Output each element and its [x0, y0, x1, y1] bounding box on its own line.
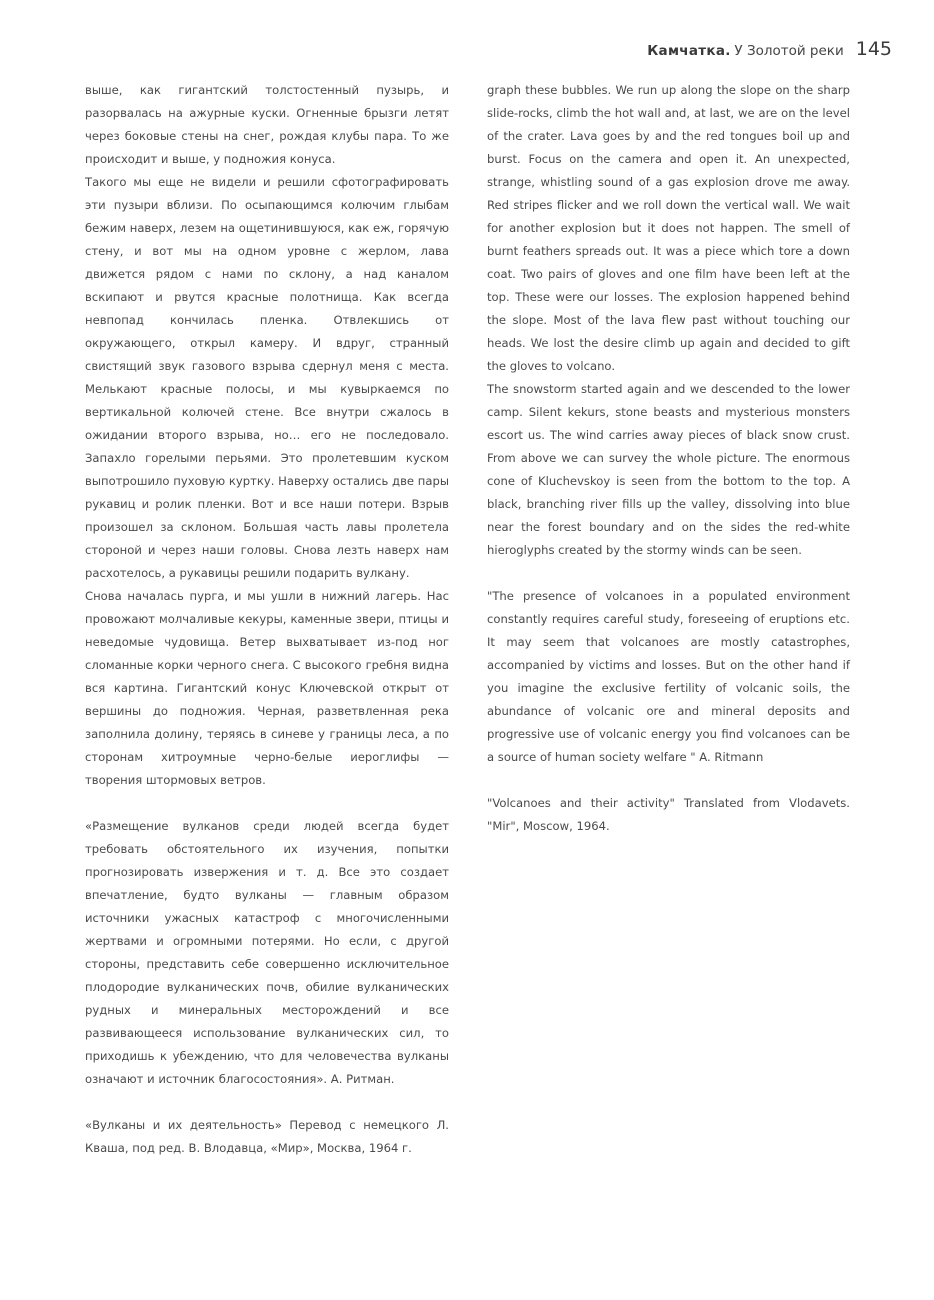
left-column-russian — [85, 79, 449, 1160]
left-paragraph-2: Такого мы еще не видели и решили сфотографировать эти пузыри вблизи. По осыпающимся колючим глыбам бежим наверх, лезем на ощетинившуюся, как еж, горячую стену, и вот мы на одном уровне с жерлом, лава движется рядом с нами по склону, а над каналом вскипают и рвутся красные полотнища. Как всегда невпопад кончилась пленка. Отвлекшись от окружающего, открыл камеру. И вдруг, странный свистящий звук газового взрыва сдернул меня с места. Мелькают красные полосы, и мы кувыркаемся по вертикальной колючей стене. Все внутри сжалось в ожидании второго взрыва, но… его не последовало. Запахло горелыми перьями. Это пролетевшим куском выпотрошило пуховую куртку. Наверху остались две пары рукавиц и ролик пленки. Вот и все наши потери. Взрыв произошел за склоном. Большая часть лавы пролетела стороной и через наши головы. Снова лезть наверх нам расхотелось, а рукавицы решили подарить вулкану. — [85, 175, 449, 580]
left-quote: «Размещение вулканов среди людей всегда будет требовать обстоятельного их изучения, попытки прогнозировать извержения и т. д. Все это создает впечатление, будто вулканы — главным образом источники ужасных катастроф с многочисленными жертвами и огромными потерями. Но если, с другой стороны, представить себе совершенно исключительное плодородие вулканических почв, обилие вулканических рудных и минеральных месторождений и все развивающееся использование вулканических сил, то приходишь к убеждению, что для человечества вулканы означают и источник благосостояния». А. Ритман. — [85, 819, 449, 1086]
right-quote: "The presence of volcanoes in a populated environment constantly requires careful study, foreseeing of eruptions etc. It may seem that volcanoes are mostly catastrophes, accompanied by victims and losses. But on the other hand if you imagine the exclusive fertility of volcanic soils, the abundance of volcanic ore and mineral deposits and progressive use of volcanic energy you find volcanoes can be a source of human society welfare " A. Ritmann — [487, 589, 850, 764]
header-subtitle: У Золотой реки — [734, 43, 844, 59]
right-column-english — [487, 79, 850, 838]
right-citation: "Volcanoes and their activity" Translated from Vlodavets. "Mir", Moscow, 1964. — [487, 796, 850, 833]
left-paragraph-3: Снова началась пурга, и мы ушли в нижний лагерь. Нас провожают молчаливые кекуры, каменные звери, птицы и неведомые чудовища. Ветер выхватывает из-под ног сломанные корки черного снега. С высокого гребня видна вся картина. Гигантский конус Ключевской открыт от вершины до подножия. Черная, разветвленная река заполнила долину, теряясь в синеве у границы леса, а по сторонам хитроумные черно-белые иероглифы — творения штормовых ветров. — [85, 589, 449, 787]
header-separator: . — [725, 43, 731, 59]
left-citation: «Вулканы и их деятельность» Перевод с немецкого Л. Кваша, под ред. В. Влодавца, «Мир», Москва, 1964 г. — [85, 1118, 449, 1155]
header-section-title: Камчатка — [647, 43, 726, 59]
running-header — [647, 38, 892, 60]
right-paragraph-2: The snowstorm started again and we descended to the lower camp. Silent kekurs, stone beasts and mysterious monsters escort us. The wind carries away pieces of black snow crust. From above we can survey the whole picture. The enormous cone of Kluchevskoy is seen from the bottom to the top. A black, branching river fills up the valley, dissolving into blue near the forest boundary and on the sides the red-white hieroglyphs created by the stormy winds can be seen. — [487, 382, 850, 557]
page-number: 145 — [855, 38, 892, 60]
left-paragraph-1: выше, как гигантский толстостенный пузырь, и разорвалась на ажурные куски. Огненные брызги летят через боковые стены на снег, рождая клубы пара. То же происходит и выше, у подножия конуса. — [85, 83, 449, 166]
right-paragraph-1: graph these bubbles. We run up along the slope on the sharp slide-rocks, climb the hot wall and, at last, we are on the level of the crater. Lava goes by and the red tongues boil up and burst. Focus on the camera and open it. An unexpected, strange, whistling sound of a gas explosion drove me away. Red stripes flicker and we roll down the vertical wall. We wait for another explosion but it does not happen. The smell of burnt feathers spreads out. It was a piece which tore a down coat. Two pairs of gloves and one film have been left at the top. These were our losses. The explosion happened behind the slope. Most of the lava flew past without touching our heads. We lost the desire climb up again and decided to gift the gloves to volcano. — [487, 83, 850, 373]
